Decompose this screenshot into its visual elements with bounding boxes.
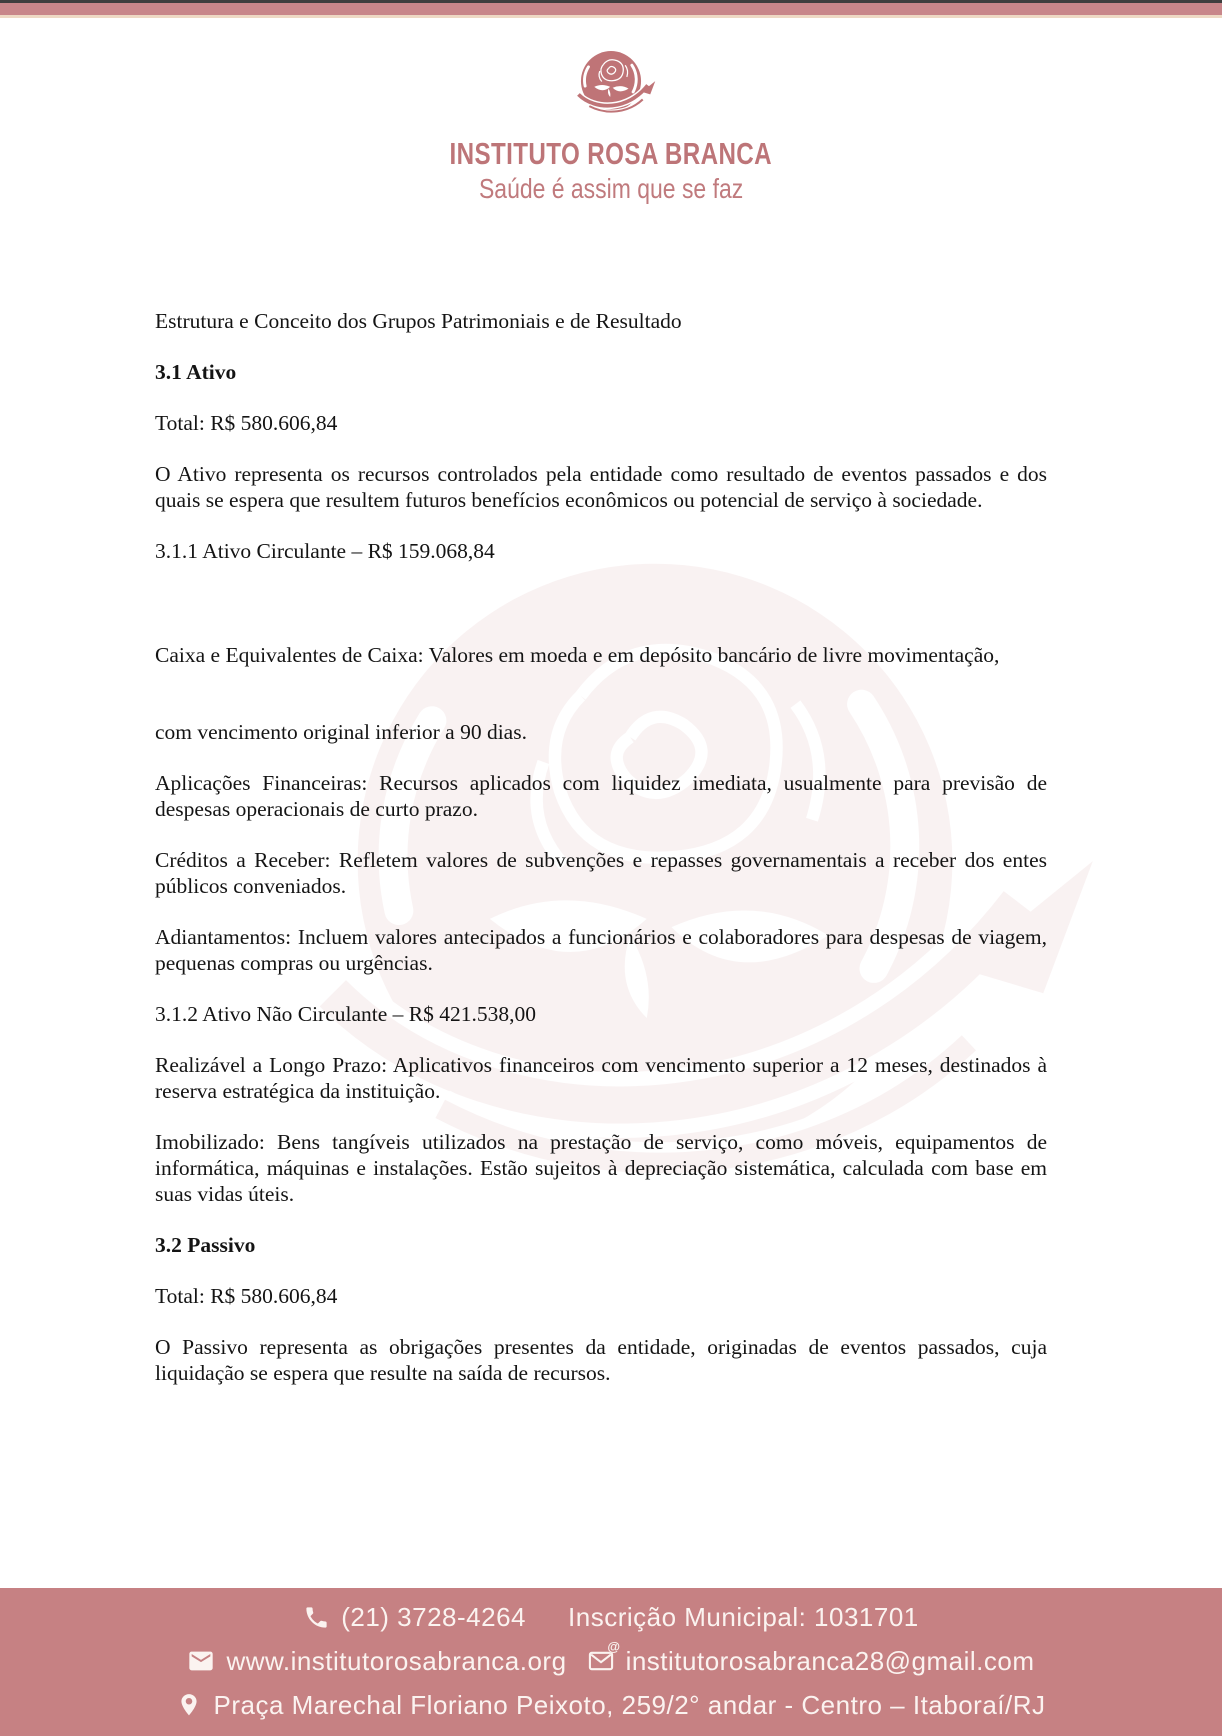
email-address: institutorosabranca28@gmail.com [625, 1645, 1035, 1676]
document-paragraph: Aplicações Financeiras: Recursos aplicados com liquidez imediata, usualmente para previsão de despesas operacionais de curto prazo. [155, 771, 1047, 821]
document-paragraph: Realizável a Longo Prazo: Aplicativos financeiros com vencimento superior a 12 meses, destinados à reserva estratégica da instituição. [155, 1053, 1047, 1103]
document-body [155, 308, 1047, 1386]
document-paragraph: O Passivo representa as obrigações presentes da entidade, originadas de eventos passados, cuja liquidação se espera que resulte na saída de recursos. [155, 1335, 1047, 1385]
brand-name: INSTITUTO ROSA BRANCA [449, 136, 773, 171]
document-paragraph: Adiantamentos: Incluem valores antecipados a funcionários e colaboradores para despesas de viagem, pequenas compras ou urgências. [155, 925, 1047, 975]
top-stripe-pink [0, 3, 1222, 15]
municipal-registration: Inscrição Municipal: 1031701 [568, 1602, 919, 1633]
email-icon: @ [587, 1647, 615, 1675]
document-paragraph: 3.1.2 Ativo Não Circulante – R$ 421.538,00 [155, 1002, 536, 1026]
document-paragraph: com vencimento original inferior a 90 dias. [155, 720, 527, 744]
document-paragraph: Caixa e Equivalentes de Caixa: Valores em moeda e em depósito bancário de livre movimentação, [155, 643, 1000, 667]
document-paragraph: 3.1 Ativo [155, 360, 237, 384]
document-paragraph: Imobilizado: Bens tangíveis utilizados na prestação de serviço, como móveis, equipamentos de informática, máquinas e instalações. Estão sujeitos à depreciação sistemática, calculada com base em suas vidas úteis. [155, 1130, 1047, 1206]
brand-tagline: Saúde é assim que se faz [478, 173, 744, 204]
phone-number: (21) 3728-4264 [341, 1602, 527, 1633]
address: Praça Marechal Floriano Peixoto, 259/2° andar - Centro – Itaboraí/RJ [213, 1690, 1046, 1721]
rose-logo-icon [557, 36, 665, 132]
document-paragraph: Total: R$ 580.606,84 [155, 1284, 338, 1308]
document-paragraph: Estrutura e Conceito dos Grupos Patrimoniais e de Resultado [155, 309, 682, 333]
footer-row-phone [0, 1604, 1222, 1631]
envelope-icon [187, 1647, 215, 1675]
letterhead-header [0, 36, 1222, 205]
document-paragraph: Créditos a Receber: Refletem valores de subvenções e repasses governamentais a receber dos entes públicos conveniados. [155, 848, 1047, 898]
footer-contact-bar [0, 1588, 1222, 1736]
website-url: www.institutorosabranca.org [226, 1645, 567, 1676]
phone-icon [303, 1604, 330, 1631]
document-paragraph: O Ativo representa os recursos controlados pela entidade como resultado de eventos passados e dos quais se espera que resultem futuros benefícios econômicos ou potencial de serviço à sociedade. [155, 462, 1047, 512]
document-paragraph: 3.2 Passivo [155, 1233, 256, 1257]
location-pin-icon [176, 1690, 202, 1720]
document-paragraph: Total: R$ 580.606,84 [155, 411, 338, 435]
document-paragraph: 3.1.1 Ativo Circulante – R$ 159.068,84 [155, 539, 495, 563]
top-stripe-cream [0, 15, 1222, 18]
footer-row-web [0, 1638, 1222, 1676]
footer-row-address [0, 1690, 1222, 1720]
